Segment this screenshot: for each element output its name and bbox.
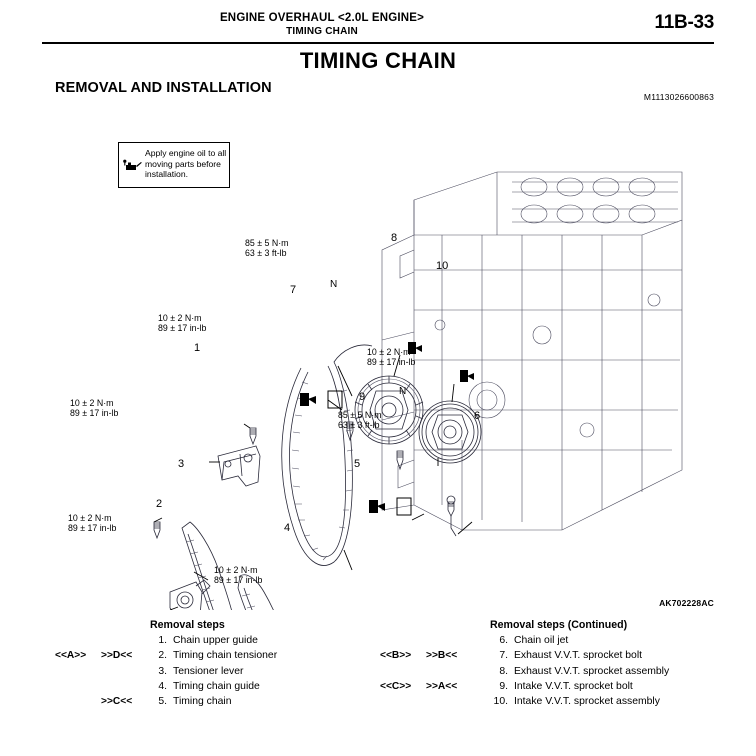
step-text: Timing chain tensioner xyxy=(173,650,278,662)
step-number: 7. xyxy=(499,650,508,662)
step-text: Exhaust V.V.T. sprocket assembly xyxy=(514,665,670,677)
callout-10: 10 xyxy=(436,260,449,272)
note-text: Apply engine oil to all moving parts before installation. xyxy=(145,148,227,180)
step-marker-a: <<A>> xyxy=(55,650,87,662)
step-number: 1. xyxy=(158,635,167,647)
removal-steps-heading: Removal steps xyxy=(150,619,225,631)
list-item xyxy=(55,633,385,648)
list-item xyxy=(380,694,710,709)
torque-intake-vvt-bolt-ftlb: 63 ± 3 ft-lb xyxy=(338,420,380,431)
torque-chain-oil-jet xyxy=(367,347,415,368)
step-number: 8. xyxy=(499,665,508,677)
page-header xyxy=(42,12,714,46)
torque-chain-guide xyxy=(214,565,262,586)
step-number: 6. xyxy=(499,635,508,647)
step-text: Intake V.V.T. sprocket assembly xyxy=(514,695,660,707)
torque-chain-guide-inlb: 89 ± 17 in-lb xyxy=(214,575,263,586)
list-item xyxy=(55,664,385,679)
torque-exhaust-vvt-bolt-ftlb: 63 ± 3 ft-lb xyxy=(245,248,287,259)
list-item xyxy=(380,648,710,663)
step-text: Tensioner lever xyxy=(173,665,244,677)
callout-3: 3 xyxy=(178,458,185,470)
callout-1: 1 xyxy=(194,342,201,354)
callout-7: 7 xyxy=(290,284,297,296)
removal-steps-continued-heading: Removal steps (Continued) xyxy=(490,619,628,631)
torque-upper-guide xyxy=(158,313,206,334)
list-item xyxy=(55,694,385,709)
step-marker-a: <<C>> xyxy=(380,680,412,692)
step-marker-b: >>D<< xyxy=(101,650,133,662)
removal-steps-right xyxy=(380,618,710,709)
torque-intake-vvt-bolt xyxy=(338,410,381,431)
step-text: Chain upper guide xyxy=(173,635,258,647)
list-item xyxy=(380,664,710,679)
step-text: Timing chain guide xyxy=(173,680,260,692)
torque-upper-guide-nm: 10 ± 2 N·m xyxy=(158,313,202,323)
callout-5: 5 xyxy=(354,458,361,470)
step-number: 3. xyxy=(158,665,167,677)
list-item xyxy=(380,633,710,648)
torque-exhaust-vvt-bolt-nm: 85 ± 5 N·m xyxy=(245,238,289,248)
torque-exhaust-vvt-bolt xyxy=(245,238,288,259)
header-title-line2: TIMING CHAIN xyxy=(286,26,358,37)
step-marker-b: >>C<< xyxy=(101,695,133,707)
step-text: Timing chain xyxy=(173,695,232,707)
step-number: 10. xyxy=(493,695,508,707)
torque-lever xyxy=(70,398,118,419)
step-marker-b: >>A<< xyxy=(426,680,458,692)
header-title-block xyxy=(42,12,602,38)
torque-tensioner-nm: 10 ± 2 N·m xyxy=(68,513,112,523)
step-number: 9. xyxy=(499,680,508,692)
page-number: 11B-33 xyxy=(654,12,714,33)
step-marker-a: <<B>> xyxy=(380,650,412,662)
torque-lever-nm: 10 ± 2 N·m xyxy=(70,398,114,408)
list-item xyxy=(55,679,385,694)
step-text: Intake V.V.T. sprocket bolt xyxy=(514,680,633,692)
header-divider xyxy=(42,42,714,44)
removal-steps-left xyxy=(55,618,385,709)
step-text: Chain oil jet xyxy=(514,635,569,647)
torque-chain-oil-jet-nm: 10 ± 2 N·m xyxy=(367,347,411,357)
list-item xyxy=(380,679,710,694)
torque-lever-inlb: 89 ± 17 in-lb xyxy=(70,408,119,419)
callout-8: 8 xyxy=(391,232,398,244)
section-title: REMOVAL AND INSTALLATION xyxy=(55,80,272,96)
torque-tensioner-inlb: 89 ± 17 in-lb xyxy=(68,523,117,534)
torque-upper-guide-inlb: 89 ± 17 in-lb xyxy=(158,323,207,334)
callout-2: 2 xyxy=(156,498,163,510)
figure-code: AK702228AC xyxy=(659,598,714,608)
step-number: 5. xyxy=(158,695,167,707)
exploded-diagram xyxy=(42,110,714,610)
callout-6: 6 xyxy=(474,410,481,422)
torque-intake-vvt-bolt-nm: 85 ± 5 N·m xyxy=(338,410,382,420)
document-code: M1113026600863 xyxy=(643,92,714,102)
header-title-line1: ENGINE OVERHAUL <2.0L ENGINE> xyxy=(219,12,425,24)
torque-chain-oil-jet-inlb: 89 ± 17 in-lb xyxy=(367,357,416,368)
step-number: 4. xyxy=(158,680,167,692)
callout-9: 9 xyxy=(359,391,366,403)
bolt-marker-9n: N xyxy=(399,386,407,397)
list-item xyxy=(55,648,385,663)
step-marker-b: >>B<< xyxy=(426,650,458,662)
bolt-marker-7n: N xyxy=(330,279,338,290)
torque-chain-guide-nm: 10 ± 2 N·m xyxy=(214,565,258,575)
step-number: 2. xyxy=(158,650,167,662)
page-title: TIMING CHAIN xyxy=(299,48,457,73)
callout-4: 4 xyxy=(284,522,291,534)
step-text: Exhaust V.V.T. sprocket bolt xyxy=(514,650,643,662)
torque-tensioner xyxy=(68,513,116,534)
